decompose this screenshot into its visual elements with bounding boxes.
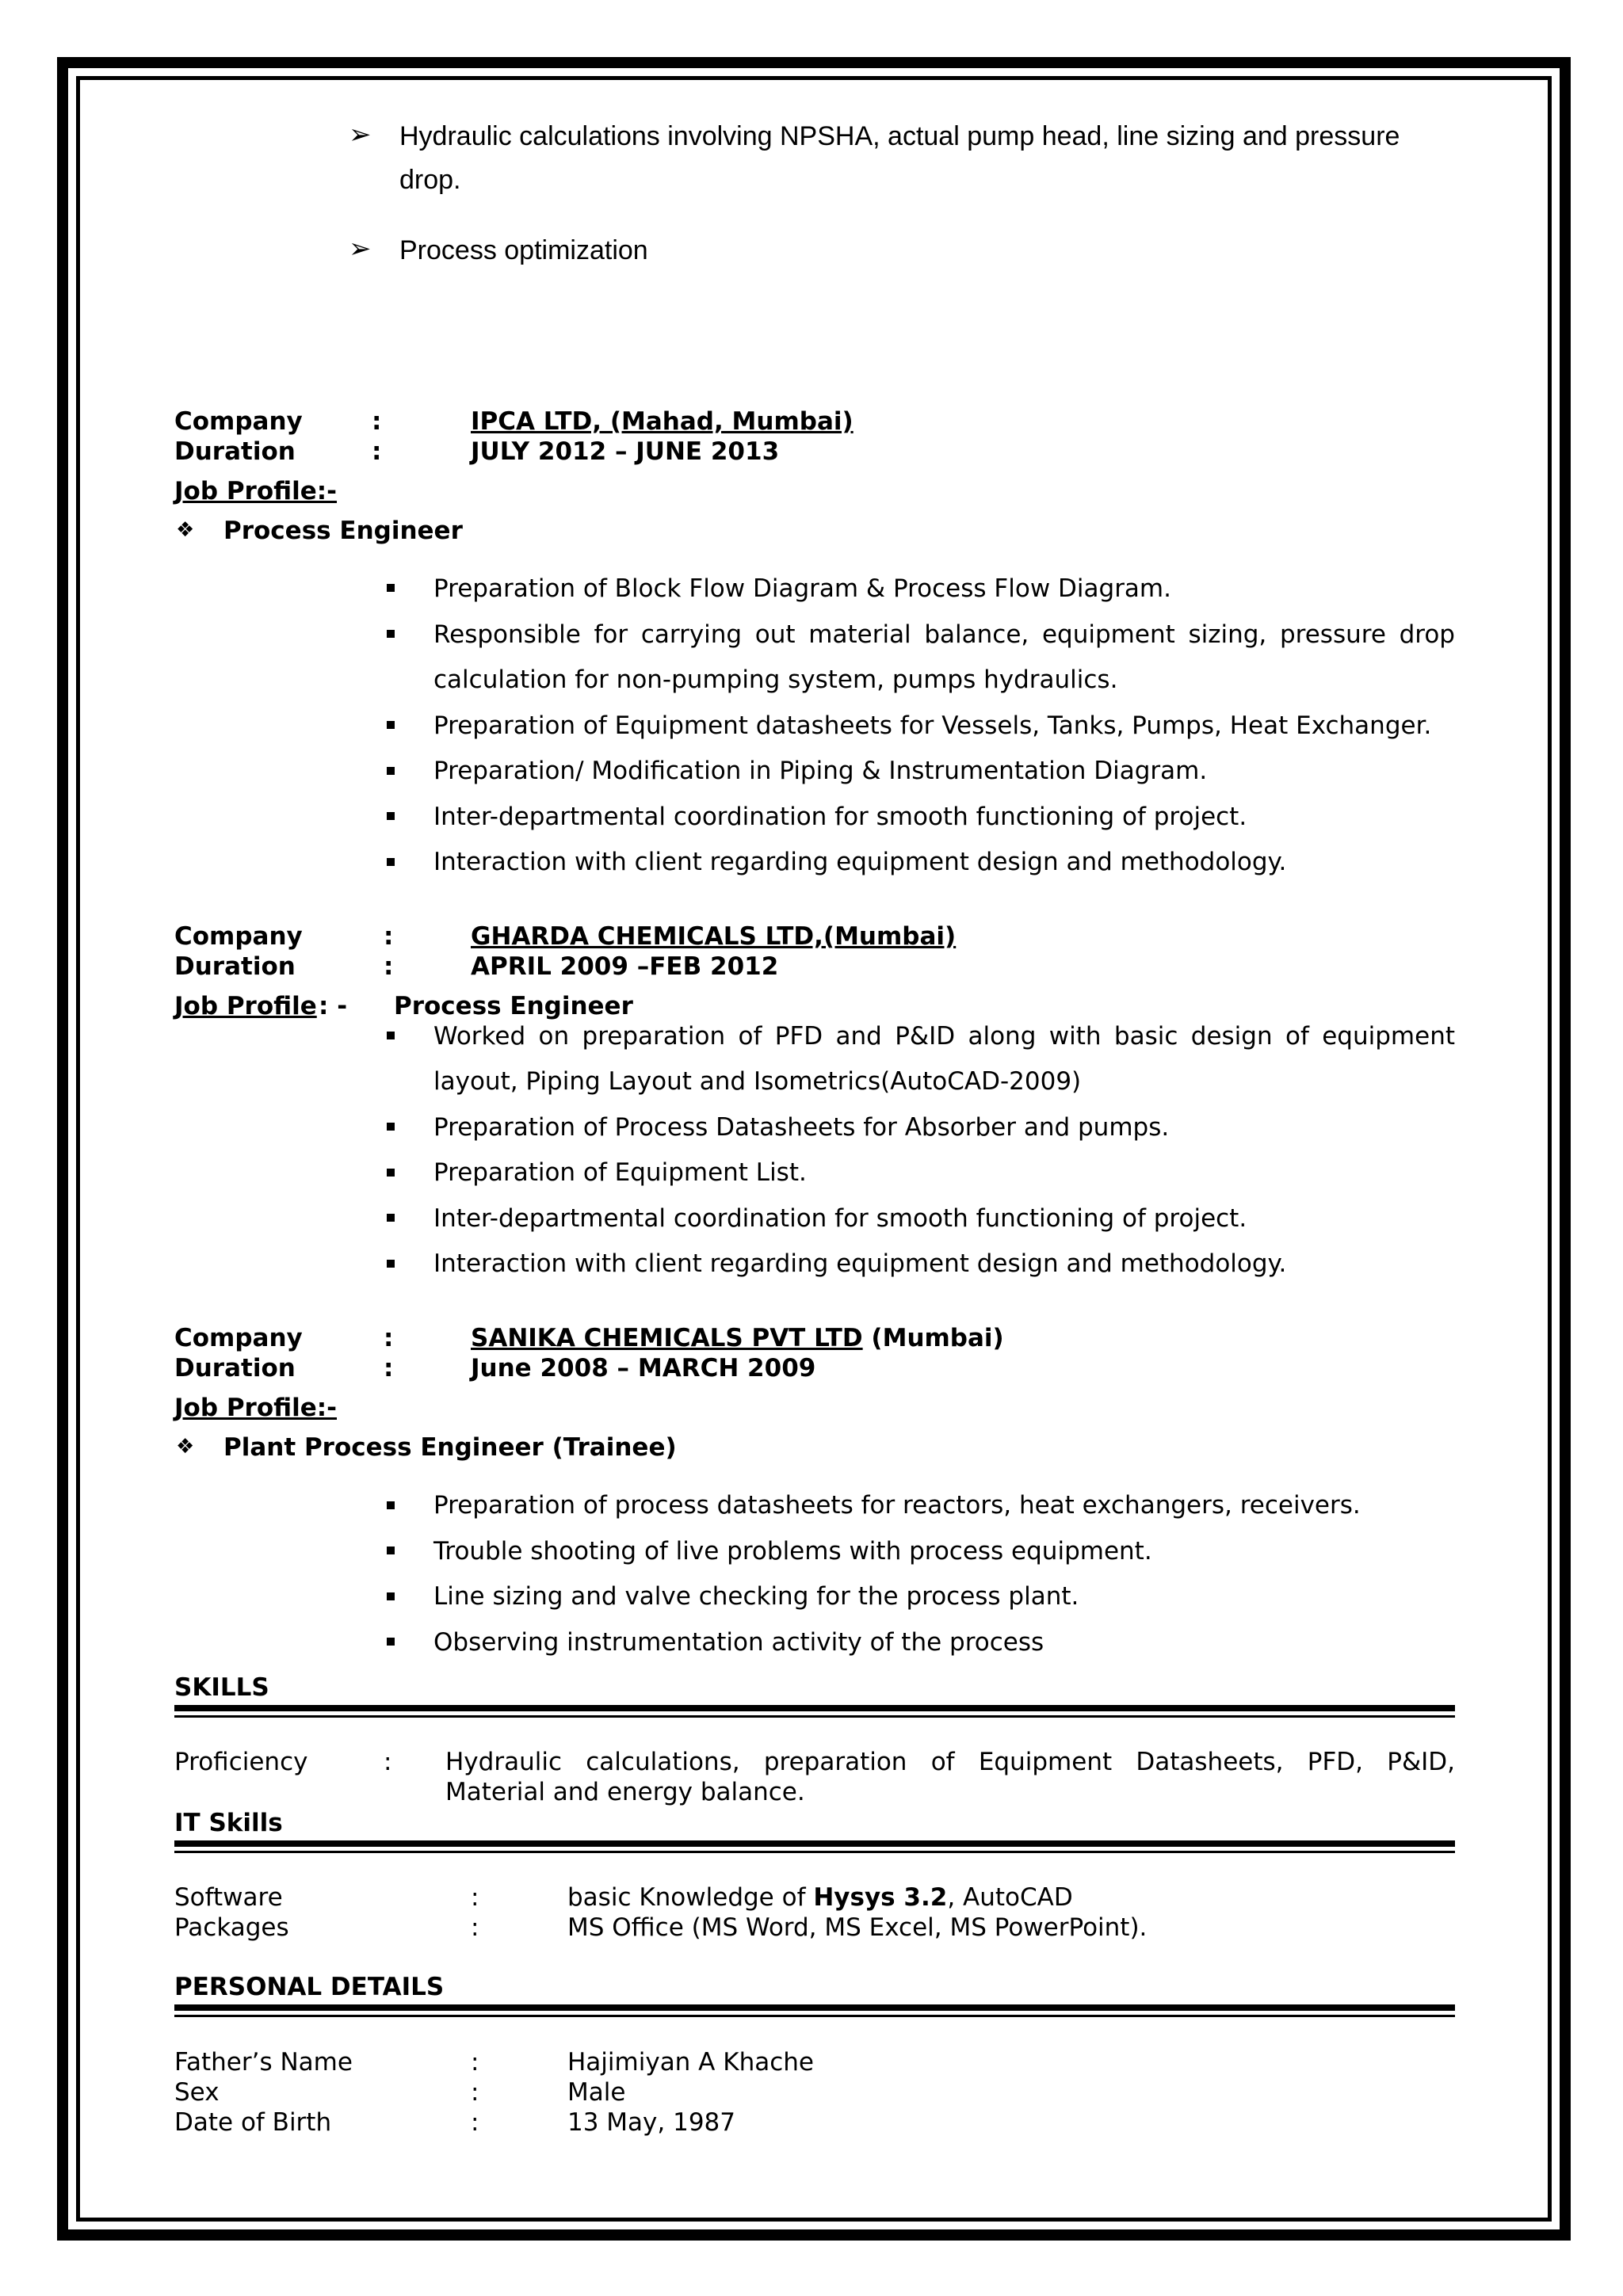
personal-field-value: Hajimiyan A Khache xyxy=(567,2048,814,2077)
job-profile-label: Job Profile xyxy=(174,992,317,1020)
job-profile-separator: : - xyxy=(319,992,348,1020)
section-rule xyxy=(174,2004,1455,2011)
company-name: IPCA LTD, (Mahad, Mumbai) xyxy=(471,407,854,436)
job-bullet-text: Inter-departmental coordination for smooth functioning of project. xyxy=(433,803,1247,831)
company-location: (Mumbai) xyxy=(871,1324,1004,1352)
software-suffix: , AutoCAD xyxy=(947,1883,1073,1912)
company-name-line xyxy=(471,1324,1004,1352)
square-bullet-icon xyxy=(387,767,395,775)
colon: : xyxy=(471,2078,479,2107)
square-bullet-icon xyxy=(387,1638,395,1646)
section-rule xyxy=(174,1851,1455,1853)
colon: : xyxy=(372,407,382,436)
square-bullet-icon xyxy=(387,1260,395,1268)
section-rule xyxy=(174,2015,1455,2017)
company-label: Company xyxy=(174,922,303,951)
packages-label: Packages xyxy=(174,1913,289,1942)
arrow-bullet-icon: ➢ xyxy=(349,119,372,151)
square-bullet-icon xyxy=(387,630,395,638)
square-bullet-icon xyxy=(387,1592,395,1600)
square-bullet-icon xyxy=(387,1501,395,1509)
square-bullet-icon xyxy=(387,1214,395,1222)
duration-label: Duration xyxy=(174,437,296,466)
company-name: GHARDA CHEMICALS LTD,(Mumbai) xyxy=(471,922,957,951)
colon: : xyxy=(372,437,382,466)
job-bullet-text: Responsible for carrying out material balance, equipment sizing, pressure drop xyxy=(433,620,1455,649)
diamond-bullet-icon: ❖ xyxy=(176,518,195,542)
square-bullet-icon xyxy=(387,1032,395,1039)
top-bullet-text: Process optimization xyxy=(399,235,648,265)
personal-field-value: 13 May, 1987 xyxy=(567,2108,735,2137)
personal-field-label: Date of Birth xyxy=(174,2108,332,2137)
section-rule xyxy=(174,1715,1455,1718)
section-rule xyxy=(174,1840,1455,1847)
section-heading-personal: PERSONAL DETAILS xyxy=(174,1973,445,2001)
software-value xyxy=(567,1883,1073,1912)
personal-field-label: Father’s Name xyxy=(174,2048,353,2077)
duration-label: Duration xyxy=(174,1354,296,1383)
job-profile-label: Job Profile:- xyxy=(174,477,338,505)
software-label: Software xyxy=(174,1883,283,1912)
square-bullet-icon xyxy=(387,1169,395,1177)
arrow-bullet-icon: ➢ xyxy=(349,233,372,265)
proficiency-value: Material and energy balance. xyxy=(445,1778,805,1806)
packages-value: MS Office (MS Word, MS Excel, MS PowerPoint). xyxy=(567,1913,1148,1942)
proficiency-label: Proficiency xyxy=(174,1748,308,1776)
colon: : xyxy=(471,2048,479,2077)
job-role: Plant Process Engineer (Trainee) xyxy=(223,1433,677,1462)
software-bold: Hysys 3.2 xyxy=(813,1883,948,1912)
colon: : xyxy=(384,952,394,981)
section-heading-it-skills: IT Skills xyxy=(174,1809,283,1837)
job-bullet-text: Line sizing and valve checking for the process plant. xyxy=(433,1582,1079,1611)
top-bullet-text: Hydraulic calculations involving NPSHA, actual pump head, line sizing and pressure xyxy=(399,121,1400,151)
job-bullet-text: Worked on preparation of PFD and P&ID along with basic design of equipment xyxy=(433,1022,1455,1051)
job-bullet-text: Preparation of Equipment List. xyxy=(433,1158,807,1187)
job-bullet-text: Preparation of Process Datasheets for Absorber and pumps. xyxy=(433,1113,1170,1142)
colon: : xyxy=(471,1883,479,1912)
colon: : xyxy=(471,1913,479,1942)
duration-value: June 2008 – MARCH 2009 xyxy=(471,1354,816,1383)
duration-value: JULY 2012 – JUNE 2013 xyxy=(471,437,780,466)
personal-field-label: Sex xyxy=(174,2078,220,2107)
job-bullet-text: Preparation of Equipment datasheets for Vessels, Tanks, Pumps, Heat Exchanger. xyxy=(433,711,1432,740)
job-bullet-text: Interaction with client regarding equipment design and methodology. xyxy=(433,848,1287,876)
square-bullet-icon xyxy=(387,1547,395,1554)
duration-value: APRIL 2009 –FEB 2012 xyxy=(471,952,779,981)
company-label: Company xyxy=(174,407,303,436)
square-bullet-icon xyxy=(387,721,395,729)
section-rule xyxy=(174,1705,1455,1711)
job-role: Process Engineer xyxy=(394,992,633,1020)
colon: : xyxy=(384,1324,394,1352)
proficiency-value: Hydraulic calculations, preparation of Equipment Datasheets, PFD, P&ID, xyxy=(445,1748,1455,1776)
colon: : xyxy=(471,2108,479,2137)
square-bullet-icon xyxy=(387,584,395,592)
colon: : xyxy=(384,1748,392,1776)
job-bullet-text: Observing instrumentation activity of the process xyxy=(433,1628,1044,1657)
square-bullet-icon xyxy=(387,812,395,820)
diamond-bullet-icon: ❖ xyxy=(176,1435,195,1459)
job-bullet-text: Preparation of Block Flow Diagram & Process Flow Diagram. xyxy=(433,574,1171,603)
job-bullet-text: Preparation/ Modification in Piping & Instrumentation Diagram. xyxy=(433,757,1208,785)
job-bullet-text: Inter-departmental coordination for smooth functioning of project. xyxy=(433,1204,1247,1233)
job-bullet-text: Preparation of process datasheets for reactors, heat exchangers, receivers. xyxy=(433,1491,1361,1520)
company-label: Company xyxy=(174,1324,303,1352)
job-bullet-text: Interaction with client regarding equipment design and methodology. xyxy=(433,1249,1287,1278)
personal-field-value: Male xyxy=(567,2078,626,2107)
company-name: SANIKA CHEMICALS PVT LTD xyxy=(471,1324,863,1352)
software-prefix: basic Knowledge of xyxy=(567,1883,814,1912)
section-heading-skills: SKILLS xyxy=(174,1673,269,1702)
job-bullet-text: calculation for non-pumping system, pumps hydraulics. xyxy=(433,666,1118,694)
job-bullet-text: layout, Piping Layout and Isometrics(AutoCAD-2009) xyxy=(433,1067,1082,1096)
square-bullet-icon xyxy=(387,1123,395,1131)
job-role: Process Engineer xyxy=(223,517,463,545)
duration-label: Duration xyxy=(174,952,296,981)
top-bullet-text: drop. xyxy=(399,165,461,195)
square-bullet-icon xyxy=(387,858,395,866)
job-bullet-text: Trouble shooting of live problems with process equipment. xyxy=(433,1537,1152,1566)
colon: : xyxy=(384,1354,394,1383)
colon: : xyxy=(384,922,394,951)
job-profile-label: Job Profile:- xyxy=(174,1394,338,1422)
